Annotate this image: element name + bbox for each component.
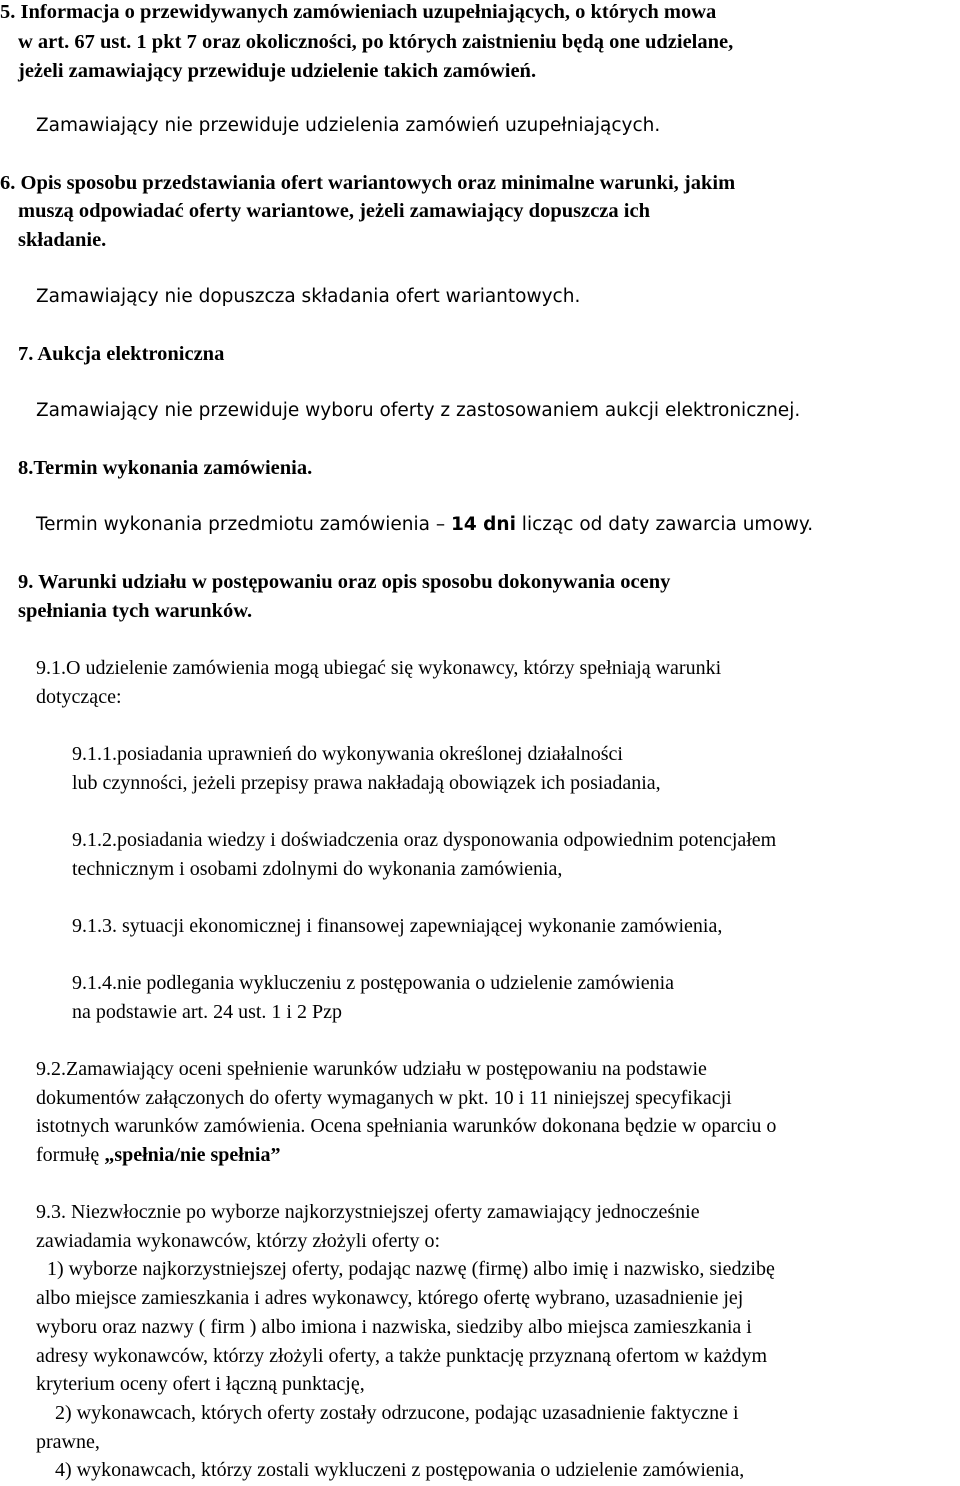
- para-9-1-4-line-2: na podstawie art. 24 ust. 1 i 2 Pzp: [72, 1001, 342, 1023]
- para-9-2-line-1: 9.2.Zamawiający oceni spełnienie warunków udziału w postępowaniu na podstawie: [36, 1058, 707, 1080]
- para-9-3-item-1-line-5: kryterium oceny ofert i łączną punktację,: [36, 1373, 365, 1395]
- para-9-1-2-line-1: 9.1.2.posiadania wiedzy i doświadczenia oraz dysponowania odpowiednim potencjałem: [72, 829, 777, 851]
- para-9-1-line-2: dotyczące:: [36, 686, 122, 708]
- section-6-heading-line-3: składanie.: [18, 229, 107, 251]
- para-9-2-line-3: istotnych warunków zamówienia. Ocena spełniania warunków dokonana będzie w oparciu o: [36, 1115, 777, 1137]
- para-9-3-item-1-line-3: wyboru oraz nazwy ( firm ) albo imiona i nazwiska, siedziby albo miejsca zamieszkania i: [36, 1316, 752, 1338]
- para-9-3-item-1-line-1: 1) wyborze najkorzystniejszej oferty, podając nazwę (firmę) albo imię i nazwisko, siedzibę: [47, 1258, 775, 1280]
- para-9-1-1-line-1: 9.1.1.posiadania uprawnień do wykonywania określonej działalności: [72, 743, 623, 765]
- section-6-body: Zamawiający nie dopuszcza składania ofert wariantowych.: [36, 286, 581, 307]
- section-9-heading-line-2: spełniania tych warunków.: [18, 600, 253, 622]
- section-8-body: [36, 513, 813, 537]
- para-9-2-formula-label: formułę: [36, 1144, 105, 1166]
- section-5-heading-line-1: 5. Informacja o przewidywanych zamówieniach uzupełniających, o których mowa: [0, 1, 717, 23]
- section-6-heading-line-1: 6. Opis sposobu przedstawiania ofert wariantowych oraz minimalne warunki, jakim: [0, 172, 736, 194]
- section-8-heading: 8.Termin wykonania zamówienia.: [18, 457, 313, 479]
- para-9-2-formula: „spełnia/nie spełnia”: [104, 1144, 281, 1166]
- section-5-body: Zamawiający nie przewiduje udzielenia zamówień uzupełniających.: [36, 115, 661, 136]
- para-9-2-line-2: dokumentów załączonych do oferty wymaganych w pkt. 10 i 11 niniejszej specyfikacji: [36, 1087, 732, 1109]
- section-5-heading-line-2: w art. 67 ust. 1 pkt 7 oraz okoliczności, po których zaistnieniu będą one udzielane,: [18, 31, 734, 53]
- para-9-1-line-1: 9.1.O udzielenie zamówienia mogą ubiegać się wykonawcy, którzy spełniają warunki: [36, 657, 722, 679]
- para-9-2-line-4: [36, 1143, 280, 1167]
- para-9-3-item-1-line-4: adresy wykonawców, którzy złożyli oferty, a także punktację przyznaną ofertom w każdym: [36, 1345, 767, 1367]
- para-9-1-2-line-2: technicznym i osobami zdolnymi do wykonania zamówienia,: [72, 858, 563, 880]
- para-9-1-3-line-1: 9.1.3. sytuacji ekonomicznej i finansowej zapewniającej wykonanie zamówienia,: [72, 915, 723, 937]
- section-8-body-text: Termin wykonania przedmiotu zamówienia –: [36, 514, 451, 535]
- para-9-3-item-4-line-1: 4) wykonawcach, którzy zostali wykluczeni z postępowania o udzielenie zamówienia,: [55, 1459, 745, 1481]
- para-9-3-line-2: zawiadamia wykonawców, którzy złożyli oferty o:: [36, 1230, 441, 1252]
- section-8-body-tail: licząc od daty zawarcia umowy.: [515, 514, 814, 535]
- section-7-heading: 7. Aukcja elektroniczna: [18, 343, 225, 365]
- para-9-3-item-1-line-2: albo miejsce zamieszkania i adres wykonawcy, którego ofertę wybrano, uzasadnienie jej: [36, 1287, 744, 1309]
- section-5-heading-line-3: jeżeli zamawiający przewiduje udzielenie takich zamówień.: [18, 60, 537, 82]
- para-9-3-line-1: 9.3. Niezwłocznie po wyborze najkorzystniejszej oferty zamawiający jednocześnie: [36, 1201, 700, 1223]
- para-9-1-4-line-1: 9.1.4.nie podlegania wykluczeniu z postępowania o udzielenie zamówienia: [72, 972, 675, 994]
- section-6-heading-line-2: muszą odpowiadać oferty wariantowe, jeżeli zamawiający dopuszcza ich: [18, 200, 650, 222]
- para-9-3-item-2-line-2: prawne,: [36, 1431, 100, 1453]
- section-7-body: Zamawiający nie przewiduje wyboru oferty z zastosowaniem aukcji elektronicznej.: [36, 400, 801, 421]
- section-9-heading-line-1: 9. Warunki udziału w postępowaniu oraz opis sposobu dokonywania oceny: [18, 571, 671, 593]
- para-9-3-item-2-line-1: 2) wykonawcach, których oferty zostały odrzucone, podając uzasadnienie faktyczne i: [55, 1402, 739, 1424]
- para-9-1-1-line-2: lub czynności, jeżeli przepisy prawa nakładają obowiązek ich posiadania,: [72, 772, 661, 794]
- section-8-duration: 14 dni: [450, 514, 516, 535]
